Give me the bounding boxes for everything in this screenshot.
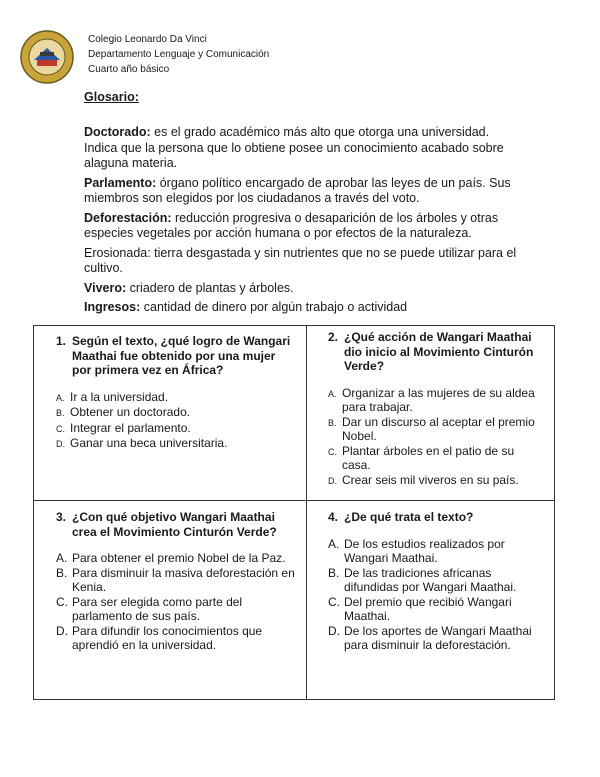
option-1b[interactable]: B. Obtener un doctorado. xyxy=(56,405,191,419)
question-1: 1. Según el texto, ¿qué logro de Wangari Maathai fue obtenido por una mujer por primera vez en África? A. Ir a la universidad. B. Obtener un doctorado. C. Integrar el parlamento. D. Ganar una beca universitaria. xyxy=(56,334,296,452)
glossary-entry: Vivero: criadero de plantas y árboles. xyxy=(84,280,294,295)
question-3: 3. ¿Con qué objetivo Wangari Maathai crea el Movimiento Cinturón Verde? A. Para obtener el premio Nobel de la Paz. B. Para disminuir la masiva deforestación en Kenia. C. Para ser elegida como parte del parlamento de sus país. D. Para difundir los conocimientos que aprendió en la universidad. xyxy=(56,510,295,652)
questions-table xyxy=(33,325,555,700)
glossary-entry: Doctorado: es el grado académico más alto que otorga una universidad. Indica que la persona que lo obtiene posee un conocimiento acabado sobre alaguna materia. xyxy=(84,125,504,170)
glossary-entry: Erosionada: tierra desgastada y sin nutrientes que no se puede utilizar para el cultivo. xyxy=(84,245,517,275)
glossary-list xyxy=(84,125,524,320)
school-logo xyxy=(20,30,74,84)
option-4b[interactable]: B. De las tradiciones africanas difundidas por Wangari Maathai. xyxy=(328,565,517,594)
glossary-title: Glosario: xyxy=(84,90,139,104)
option-3c[interactable]: C. Para ser elegida como parte del parlamento de sus país. xyxy=(56,594,243,623)
question-4: 4. ¿De qué trata el texto? A. De los estudios realizados por Wangari Maathai. B. De las tradiciones africanas difundidas por Wangari Maathai. C. Del premio que recibió Wangari Maathai. D. De los aportes de Wangari Maathai para disminuir la deforestación. xyxy=(328,510,538,653)
option-4c[interactable]: C. Del premio que recibió Wangari Maathai. xyxy=(328,594,512,623)
glossary-entry: Deforestación: reducción progresiva o desaparición de los árboles y otras especies vegetales por acción humana o por efectos de la naturaleza. xyxy=(84,210,499,240)
option-3d[interactable]: D. Para difundir los conocimientos que aprendió en la universidad. xyxy=(56,623,263,652)
grade-label: Cuarto año básico xyxy=(88,64,170,75)
glossary-entry: Ingresos: cantidad de dinero por algún trabajo o actividad xyxy=(84,300,408,314)
option-2b[interactable]: B. Dar un discurso al aceptar el premio Nobel. xyxy=(328,414,535,443)
department-name: Departamento Lenguaje y Comunicación xyxy=(88,49,270,60)
school-header xyxy=(88,32,269,77)
option-4d[interactable]: D. De los aportes de Wangari Maathai para disminuir la deforestación. xyxy=(328,623,532,652)
option-3b[interactable]: B. Para disminuir la masiva deforestación en Kenia. xyxy=(56,565,295,594)
glossary-entry: Parlamento: órgano político encargado de aprobar las leyes de un país. Sus miembros son elegidos por los ciudadanos a través del voto. xyxy=(84,175,511,205)
question-2: 2. ¿Qué acción de Wangari Maathai dio inicio al Movimiento Cinturón Verde? A. Organizar a las mujeres de su aldea para trabajar. B. Dar un discurso al aceptar el premio Nobel. C. Plantar árboles en el patio de su casa. D. Crear seis mil viveros en su país. xyxy=(328,330,538,488)
option-4a[interactable]: A. De los estudios realizados por Wangari Maathai. xyxy=(328,536,505,565)
option-2d[interactable]: D. Crear seis mil viveros en su país. xyxy=(328,472,519,487)
option-2c[interactable]: C. Plantar árboles en el patio de su casa. xyxy=(328,443,515,472)
option-2a[interactable]: A. Organizar a las mujeres de su aldea para trabajar. xyxy=(328,385,535,414)
school-name: Colegio Leonardo Da Vinci xyxy=(88,34,207,45)
option-3a[interactable]: A. Para obtener el premio Nobel de la Paz. xyxy=(56,551,286,565)
option-1d[interactable]: D. Ganar una beca universitaria. xyxy=(56,436,228,450)
option-1c[interactable]: C. Integrar el parlamento. xyxy=(56,420,191,435)
option-1a[interactable]: A. Ir a la universidad. xyxy=(56,389,169,404)
